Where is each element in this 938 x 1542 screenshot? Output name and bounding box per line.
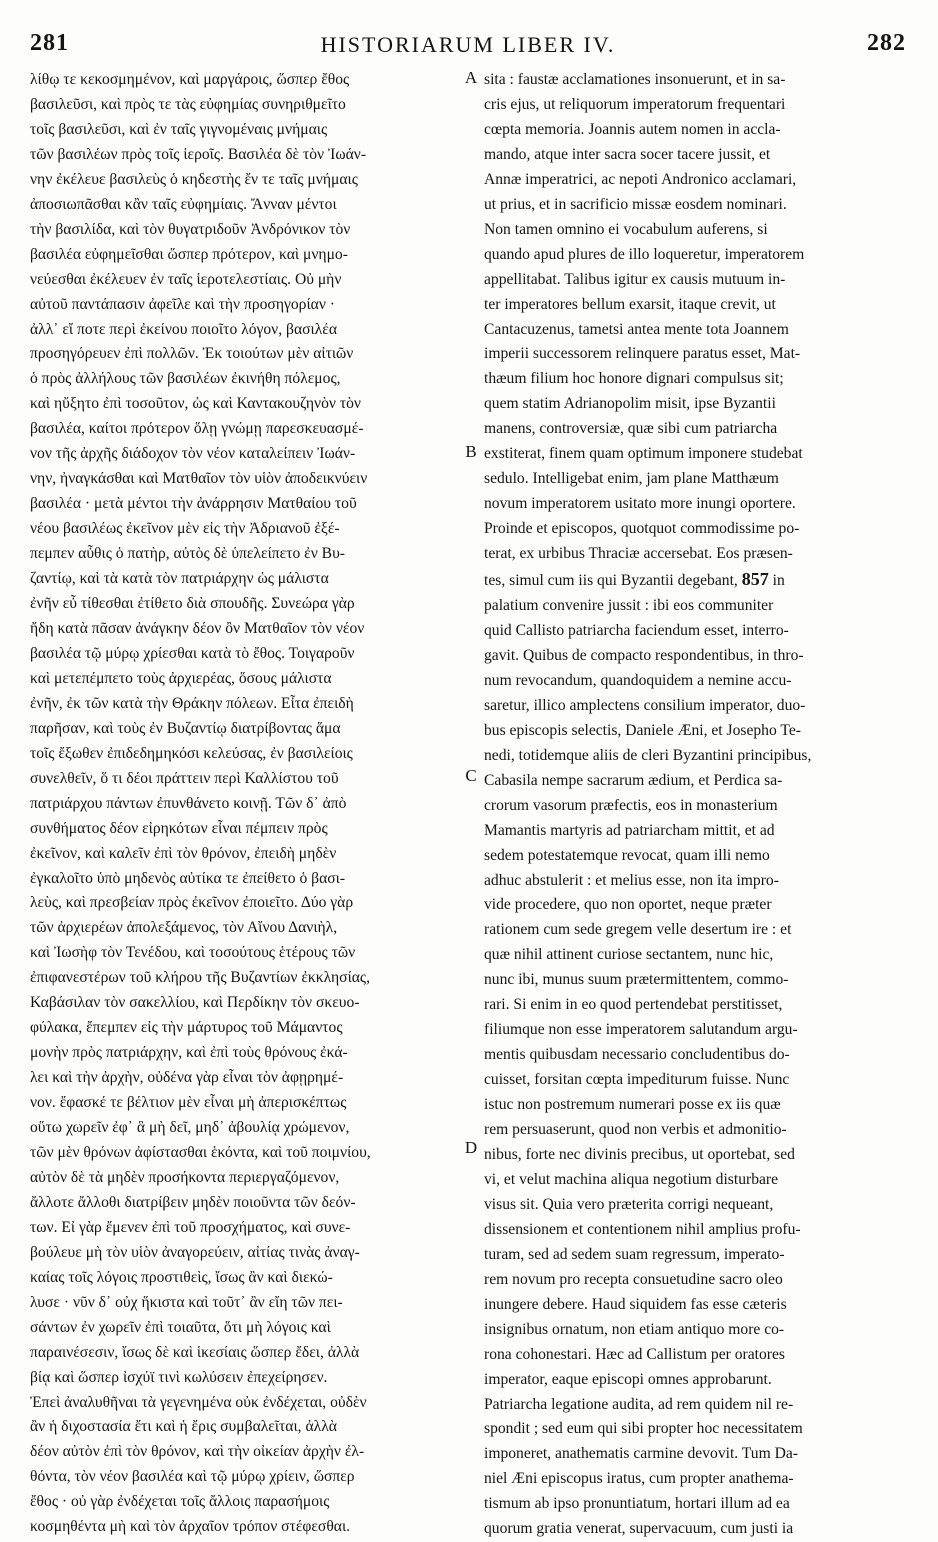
latin-text-line: sita : faustæ acclamationes insonuerunt, et in sa- xyxy=(484,71,786,88)
greek-text-line: λεὺς, καὶ πρεσβείαν πρὸς ἐκεῖνον ἐποιεῖτο. Δύο γὰρ xyxy=(30,894,354,912)
latin-text-line: turam, sed ad sedem suam regressum, imperato- xyxy=(484,1245,785,1263)
latin-text-line: vi, et velut machina aliqua negotium disturbare xyxy=(484,1170,779,1188)
greek-text-line: καὶ μετεπέμπετο τοὺς ἀρχιερέας, ὅσους μάλιστα xyxy=(30,669,332,687)
latin-text-line xyxy=(484,567,908,594)
greek-text-line: θόντα, τὸν νέον βασιλέα καὶ τῷ μύρῳ χρίειν, ὥσπερ xyxy=(30,1468,355,1486)
latin-text-line: quid Callisto patriarcha faciendum esset, interro- xyxy=(484,621,789,639)
latin-text-line: mentis quibusdam necessario concludentibus do- xyxy=(484,1046,790,1064)
greek-text-line: ὁ πρὸς ἀλλήλους τῶν βασιλέων ἐκινήθη πόλεμος, xyxy=(30,370,341,388)
latin-text-line: quem statim Adrianopolim misit, ipse Byzantii xyxy=(484,395,776,413)
latin-text-line: crorum vasorum præfectis, eos in monasterium xyxy=(484,796,778,814)
latin-text-line: spondit ; sed eum qui sibi propter hoc necessitatem xyxy=(484,1420,803,1438)
margin-marker-c: C xyxy=(465,766,477,785)
latin-text-column xyxy=(484,68,908,1542)
latin-text-line: gavit. Quibus de compacto respondentibus, in thro- xyxy=(484,646,804,664)
latin-text-line: insignibus ornatum, non etiam antiquo more co- xyxy=(484,1320,785,1338)
latin-text-line: nunc ibi, munus suum prætermittentem, commo- xyxy=(484,971,789,989)
latin-text-line: appellitabat. Talibus igitur ex causis mutuum in- xyxy=(484,270,786,288)
latin-text-line: cris ejus, ut reliquorum imperatorum frequentari xyxy=(484,95,786,113)
greek-text-line: νον τῆς ἀρχῆς διάδοχον τὸν νέον καταλείπειν Ἰωάν- xyxy=(30,445,356,463)
greek-text-line: ἤδη κατὰ πᾶσαν ἀνάγκην δέον ὂν Ματθαῖον τὸν νέον xyxy=(30,619,365,637)
greek-text-line: βούλευε μὴ τὸν υἱὸν ἀναγορεύειν, αἰτίας τινὰς ἀναγ- xyxy=(30,1243,360,1261)
page-header xyxy=(30,30,906,62)
page-number-right: 282 xyxy=(867,30,906,56)
latin-text-fragment: in xyxy=(772,572,785,590)
latin-text-line: cœpta memoria. Joannis autem nomen in accla- xyxy=(484,120,781,138)
greek-text-line: λυσε · νῦν δ᾽ οὐχ ἥκιστα καὶ τοῦτ᾽ ἂν εἴη τῶν πει- xyxy=(30,1293,343,1311)
latin-text-line: Mamantis martyris ad patriarcham mittit, et ad xyxy=(484,821,775,839)
greek-text-line: λίθῳ τε κεκοσμημένον, καὶ μαργάροις, ὥσπερ ἔθος xyxy=(30,71,350,88)
latin-text-line: rationem cum sede gregem velle desertum ire : et xyxy=(484,921,792,939)
greek-text-line: βασιλεῦσι, καὶ πρὸς τε τὰς εὐφημίας συνηριθμεῖτο xyxy=(30,95,346,113)
greek-text-line: βασιλέα τῷ μύρῳ χρίεσθαι κατὰ τὸ ἔθος. Τοιγαροῦν xyxy=(30,644,355,662)
latin-text-line: rem persuaserunt, quod non verbis et admonitio- xyxy=(484,1121,787,1139)
latin-text-line: quorum gratia venerat, supervacuum, cum justi ia xyxy=(484,1520,794,1538)
latin-text-line: tismum ab ipso pronuntiatum, hortari illum ad ea xyxy=(484,1495,790,1513)
greek-text-line: ἐκεῖνον, καὶ καλεῖν ἐπὶ τὸν θρόνον, ἐπειδὴ μηδὲν xyxy=(30,844,337,862)
latin-text-line: novum imperatorem usitato more inungi oportere. xyxy=(484,495,796,513)
latin-text-line: visus sit. Quia vero præterita corrigi nequeant, xyxy=(484,1195,774,1213)
greek-text-line: κοσμηθέντα μὴ καὶ τὸν ἀρχαῖον τρόπον στέφεσθαι. xyxy=(30,1518,351,1536)
latin-text-line: manens, controversiæ, quæ sibi cum patriarcha xyxy=(484,420,778,438)
latin-text-line: sedulo. Intelligebat enim, jam plane Matthæum xyxy=(484,470,779,488)
latin-text-line: quæ nihil attinent curiose sectantem, nunc hic, xyxy=(484,946,774,964)
latin-text-line: rari. Si enim in eo quod pertendebat perstitisset, xyxy=(484,996,783,1014)
greek-text-line: τῶν βασιλέων πρὸς τοῖς ἱεροῖς. Βασιλέα δὲ τὸν Ἰωάν- xyxy=(30,145,367,163)
greek-text-line: τῶν ἀρχιερέων ἀπολεξάμενος, τὸν Αἴνου Δανιὴλ, xyxy=(30,919,338,937)
greek-text-line: ἀλλ᾽ εἴ ποτε περὶ ἐκείνου ποιοῖτο λόγον, βασιλέα xyxy=(30,320,338,338)
greek-text-line: αὐτὸν δὲ τὰ μηδὲν προσήκοντα περιεργαζόμενον, xyxy=(30,1168,340,1186)
greek-text-line: νην ἐκέλευε βασιλεὺς ὁ κηδεστὴς ἔν τε ταῖς μνήμαις xyxy=(30,170,358,188)
latin-text-line: imperii successorem relinquere paratus esset, Mat- xyxy=(484,345,801,363)
latin-text-line: istuc non postremum numerari posse ex iis quæ xyxy=(484,1096,781,1114)
latin-text-line: dissensionem et contentionem nihil amplius profu- xyxy=(484,1220,801,1238)
latin-text-fragment: tes, simul cum iis qui Byzantii degebant, xyxy=(484,572,738,590)
greek-text-line: αὐτοῦ παντάπασιν ἀφεῖλε καὶ τὴν προσηγορίαν · xyxy=(30,295,335,313)
latin-text-line: num revocandum, quandoquidem a nemine accu- xyxy=(484,671,792,689)
latin-text-line: mando, atque inter sacra socer tacere jussit, et xyxy=(484,145,771,163)
greek-text-line: συνελθεῖν, ὅ τι δέοι πράττειν περὶ Καλλίστου τοῦ xyxy=(30,769,339,787)
greek-text-line: βίᾳ καὶ ὥσπερ ἰσχύϊ τινὶ κωλύσειν ἐπεχείρησεν. xyxy=(30,1368,328,1386)
greek-text-line: ἀποσιωπᾶσθαι κἂν ταῖς εὐφημίαις. Ἄνναν μέντοι xyxy=(30,195,337,213)
greek-text-line: μονὴν πρὸς πατριάρχην, καὶ ἐπὶ τοὺς θρόνους ἐκά- xyxy=(30,1044,348,1062)
latin-text-line: rem novum pro recepta consuetudine sacro oleo xyxy=(484,1270,783,1288)
latin-text-line: Patriarcha legatione audita, ad rem quidem nil re- xyxy=(484,1395,794,1413)
greek-text-line: νεύεσθαι ἐκέλευεν ἐν ταῖς ἱεροτελεστίαις. Οὐ μὴν xyxy=(30,270,342,288)
greek-text-line: των. Εἰ γὰρ ἔμενεν ἐπὶ τοῦ προσχήματος, καὶ συνε- xyxy=(30,1218,351,1236)
greek-text-line: Ἐπεὶ ἀναλυθῆναι τὰ γεγενημένα οὐκ ἐνδέχεται, οὐδὲν xyxy=(30,1393,367,1411)
latin-text-line: ut prius, et in sacrificio missæ eosdem nominari. xyxy=(484,195,787,213)
latin-text-line: ter imperatores bellum exarsit, itaque crevit, ut xyxy=(484,295,776,313)
margin-marker-b: B xyxy=(465,442,477,461)
latin-text-line: Proinde et episcopos, quotquot commodissime po- xyxy=(484,520,800,538)
greek-text-line: πατριάρχου πάντων ἐπυνθάνετο κοινῇ. Τῶν δ᾽ ἀπὸ xyxy=(30,794,347,812)
greek-text-line: καὶ ηὔξητο ἐπὶ τοσοῦτον, ὡς καὶ Καντακουζηνὸν τὸν xyxy=(30,395,361,413)
latin-text-line: nedi, totidemque aliis de cleri Byzantini principibus, xyxy=(484,746,812,764)
greek-text-line: παραινέσεσιν, ἴσως δὲ καὶ ἱκεσίαις ὥσπερ ἔδει, ἀλλὰ xyxy=(30,1343,360,1361)
latin-text-line: Cabasila nempe sacrarum ædium, et Perdica sa- xyxy=(484,771,783,789)
greek-text-line: φύλακα, ἔπεμπεν εἰς τὴν μάρτυρος τοῦ Μάμαντος xyxy=(30,1019,343,1037)
greek-text-line: νην, ἠναγκάσθαι καὶ Ματθαῖον τὸν υἱὸν ἀποδεικνύειν xyxy=(30,470,368,488)
greek-text-line: ἄλλοτε ἄλλοθι διατρίβειν μηδὲν ποιοῦντα τῶν δεόν- xyxy=(30,1193,356,1211)
latin-text-line: rona cohonestari. Hæc ad Callistum per oratores xyxy=(484,1345,785,1363)
latin-text-line: saretur, illico amplectens consilium imperator, duo- xyxy=(484,696,806,714)
greek-text-line: οὕτω χωρεῖν ἐφ᾽ ἃ μὴ δεῖ, μηδ᾽ ἀβουλίᾳ χρώμενον, xyxy=(30,1119,350,1137)
page-number-left: 281 xyxy=(30,30,69,56)
greek-text-line: Καβάσιλαν τὸν σακελλίου, καὶ Περδίκην τὸν σκευο- xyxy=(30,994,360,1012)
greek-text-column xyxy=(30,68,458,1540)
greek-text-line: σάντων ἐν χωρεῖν ἐπὶ τοιαῦτα, ὅτι μὴ λόγοις καὶ xyxy=(30,1318,331,1336)
latin-text-line: bus episcopis selectis, Daniele Æni, et Josepho Te- xyxy=(484,721,801,739)
greek-text-line: προσηγόρευεν ἐπὶ πολλῶν. Ἐκ τοιούτων μὲν αἰτιῶν xyxy=(30,345,354,363)
greek-text-line: βασιλέα · μετὰ μέντοι τὴν ἀνάρρησιν Ματθαίου τοῦ xyxy=(30,495,357,513)
latin-text-line: Annæ imperatrici, ac nepoti Andronico acclamari, xyxy=(484,170,797,188)
greek-text-line: λει καὶ τὴν ἀρχὴν, οὐδένα γὰρ εἶναι τὸν ἀφῃρημέ- xyxy=(30,1069,344,1087)
latin-text-line: imponeret, anathematis carmine devovit. Tum Da- xyxy=(484,1445,798,1463)
latin-text-line: niel Æni episcopus iratus, cum propter anathema- xyxy=(484,1470,794,1488)
greek-text-line: συνθήματος δέον εἰρηκότων εἶναι πέμπειν πρὸς xyxy=(30,819,328,837)
margin-marker-d: D xyxy=(464,1138,478,1157)
margin-marker-a: A xyxy=(464,68,478,87)
greek-text-line: τῶν μὲν θρόνων ἀφίστασθαι ἑκόντα, καὶ τοῦ ποιμνίου, xyxy=(30,1143,371,1161)
latin-text-line: exstiterat, finem quam optimum imponere studebat xyxy=(484,445,803,463)
greek-text-line: ἐγκαλοῖτο ὑπὸ μηδενὸς αὐτίκα τε ἐπείθετο ὁ βασι- xyxy=(30,869,346,887)
greek-text-line: παρῆσαν, καὶ τοὺς ἐν Βυζαντίῳ διατρίβοντας ἅμα xyxy=(30,719,341,737)
latin-text-line: Non tamen omnino ei vocabulum auferens, si xyxy=(484,220,768,238)
greek-text-line: δέον αὐτὸν ἐπὶ τὸν θρόνον, καὶ τὴν οἰκείαν ἀρχὴν ἐλ- xyxy=(30,1443,365,1461)
latin-text-line: quando apud plures de illo loqueretur, imperatorem xyxy=(484,245,805,263)
latin-text-line: cuisset, forsitan cœpta impediturum fuisse. Nunc xyxy=(484,1071,790,1089)
greek-text-line: τοῖς ἔξωθεν ἐπιδεδημηκόσι κελεύσας, ἐν βασιλείοις xyxy=(30,744,353,762)
greek-text-line: ἐπιφανεστέρων τοῦ κλήρου τῆς Βυζαντίων ἐκκλησίας, xyxy=(30,969,371,987)
greek-text-line: πεμπεν αὖθις ὁ πατὴρ, αὐτὸς δὲ ὑπελείπετο ἐν Βυ- xyxy=(30,545,345,563)
greek-text-line: ζαντίῳ, καὶ τὰ κατὰ τὸν πατριάρχην ὡς μάλιστα xyxy=(30,570,329,588)
latin-text-line: filiumque non esse imperatorem salutandum argu- xyxy=(484,1021,798,1039)
latin-text-line: Cantacuzenus, tametsi antea mente tota Joannem xyxy=(484,320,789,338)
latin-text-line: imperator, eaque episcopi omnes approbarunt. xyxy=(484,1370,772,1388)
greek-text-line: ἐνῆν εὖ τίθεσθαι ἐτίθετο διὰ σπουδῆς. Συνεώρα γὰρ xyxy=(30,595,355,613)
latin-text-line: terat, ex urbibus Thraciæ accersebat. Eos præsen- xyxy=(484,545,793,563)
greek-text-line: τοῖς βασιλεῦσι, καὶ ἐν ταῖς γιγνομέναις μνήμαις xyxy=(30,120,328,138)
greek-text-line: ἔθος · οὐ γὰρ ἐνδέχεται τοῖς ἄλλοις παρασήμοις xyxy=(30,1493,330,1511)
latin-text-line: nibus, forte nec divinis precibus, ut oportebat, sed xyxy=(484,1145,795,1163)
latin-text-line: sedem potestatemque revocat, quam illi nemo xyxy=(484,846,770,864)
greek-text-line: τὴν βασιλίδα, καὶ τὸν θυγατριδοῦν Ἀνδρόνικον τὸν xyxy=(30,220,351,238)
greek-text-line: ἐνῆν, ἐκ τῶν κατὰ τὴν Θράκην πόλεων. Εἶτα ἐπειδὴ xyxy=(30,694,354,712)
latin-text-line: thæum filium hoc honore dignari compulsus sit; xyxy=(484,370,784,388)
greek-text-line: καὶ Ἰωσὴφ τὸν Τενέδου, καὶ τοσούτους ἑτέρους τῶν xyxy=(30,944,356,962)
greek-text-line: καίας τοῖς λόγοις προστιθεὶς, ἴσως ἂν καὶ διεκώ- xyxy=(30,1268,333,1286)
latin-text-line: adhuc abstulerit : et melius esse, non ita impro- xyxy=(484,871,779,889)
latin-text-line: inungere debere. Haud siquidem fas esse cæteris xyxy=(484,1295,787,1313)
greek-text-line: βασιλέα εὐφημεῖσθαι ὥσπερ πρότερον, καὶ μνημο- xyxy=(30,245,348,263)
latin-text-line: vide procedere, quo non oportet, neque præter xyxy=(484,896,772,914)
running-title: HISTORIARUM LIBER IV. xyxy=(320,32,616,57)
greek-text-line: βασιλέα, καίτοι πρότερον ὅλῃ γνώμῃ παρεσκευασμέ- xyxy=(30,420,364,438)
latin-text-line: palatium convenire jussit : ibi eos communiter xyxy=(484,597,774,615)
inline-page-number: 857 xyxy=(741,569,769,590)
greek-text-line: νέου βασιλέως ἐκεῖνον μὲν εἰς τὴν Ἀδριανοῦ ἐξέ- xyxy=(30,520,340,538)
greek-text-line: νον. ἔφασκέ τε βέλτιον μὲν εἶναι μὴ ἀπερισκέπτως xyxy=(30,1094,347,1112)
greek-text-line: ἂν ἡ διχοστασία ἔτι καὶ ἡ ἔρις συμβαλεῖται, ἀλλὰ xyxy=(30,1418,337,1436)
